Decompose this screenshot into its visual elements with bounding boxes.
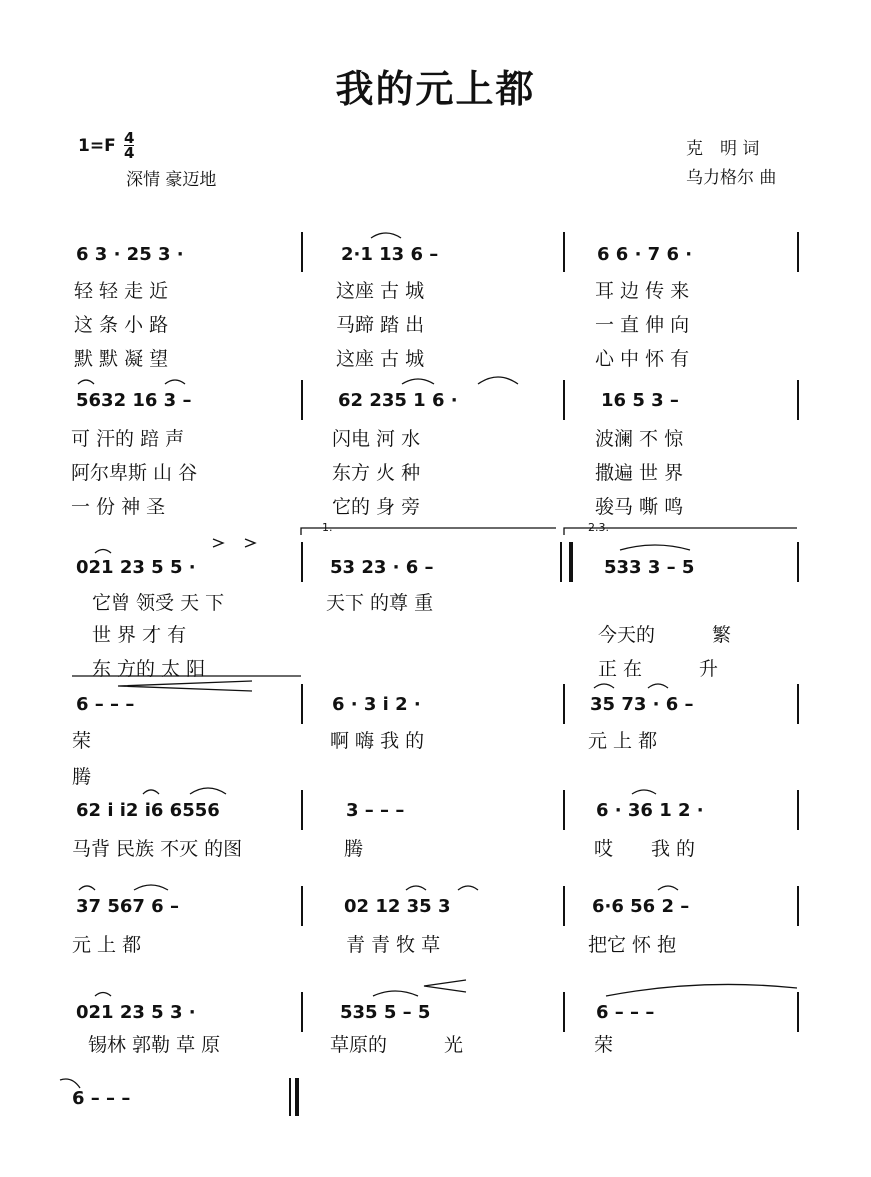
measure-notes: 021 23 5 3 · <box>76 1002 196 1023</box>
measure-notes: 6 · 3 i 2 · <box>332 694 421 715</box>
slur <box>371 233 401 238</box>
measure-notes: 37 567 6 – <box>76 896 179 917</box>
lyric-line: 锡林 郭勒 草 原 <box>88 1034 221 1056</box>
lyric-line: 波澜 不 惊 <box>595 428 684 450</box>
slur <box>478 377 518 384</box>
lyric-line: 默 默 凝 望 <box>74 348 169 370</box>
slur <box>95 993 111 997</box>
slur <box>402 379 434 384</box>
measure-notes: 535 5 – 5 <box>340 1002 431 1023</box>
lyric-line: 马蹄 踏 出 <box>336 314 425 336</box>
slur <box>606 984 797 996</box>
lyric-line: 世 界 才 有 <box>92 624 187 646</box>
lyric-line: 天下 的尊 重 <box>326 592 434 614</box>
tempo-marking: 深情 豪迈地 <box>126 170 217 190</box>
slur <box>79 886 95 890</box>
composer-credit: 乌力格尔 曲 <box>686 168 777 188</box>
lyric-line: 青 青 牧 草 <box>346 934 441 956</box>
slur <box>78 380 94 384</box>
lyric-line: 耳 边 传 来 <box>595 280 690 302</box>
measure-notes: 62 i i2 i6 6556 <box>76 800 220 821</box>
measure-notes: 6·6 56 2 – <box>592 896 690 917</box>
lyric-line: 元 上 都 <box>72 934 142 956</box>
lyric-line: 阿尔卑斯 山 谷 <box>71 462 198 484</box>
slur <box>458 886 478 890</box>
volta-bracket-1 <box>301 528 556 535</box>
lyric-line: 今天的 繁 <box>598 624 732 646</box>
slur <box>95 550 111 554</box>
measure-notes: 021 23 5 5 · <box>76 557 196 578</box>
lyric-line: 心 中 怀 有 <box>595 348 690 370</box>
volta-bracket-2 <box>564 528 797 535</box>
lyric-line: 轻 轻 走 近 <box>74 280 169 302</box>
measure-notes: 02 12 35 3 <box>344 896 451 917</box>
slur <box>60 1079 80 1088</box>
slur <box>373 991 418 996</box>
measure-notes: 3 – – – <box>346 800 405 821</box>
lyric-line: 它曾 领受 天 下 <box>92 592 225 614</box>
measure-notes: 6 · 36 1 2 · <box>596 800 704 821</box>
lyric-line: 闪电 河 水 <box>332 428 421 450</box>
lyric-line: 这 条 小 路 <box>74 314 169 336</box>
lyric-line: 腾 <box>344 838 364 860</box>
slur <box>406 886 426 890</box>
slur <box>190 788 226 794</box>
accent-mark <box>213 539 223 547</box>
lyric-line: 荣 <box>72 730 92 752</box>
slur <box>648 684 668 688</box>
measure-notes: 2·1 13 6 – <box>341 244 439 265</box>
decrescendo-hairpin <box>424 980 466 992</box>
slur <box>658 886 678 890</box>
page-title: 我的元上都 <box>335 66 536 111</box>
slur <box>594 684 614 688</box>
slur <box>632 790 656 794</box>
time-signature-top: 4 <box>124 129 135 147</box>
measure-notes: 6 – – – <box>72 1088 131 1109</box>
lyric-line: 一 份 神 圣 <box>71 496 166 518</box>
slur <box>620 545 690 550</box>
lyric-line: 这座 古 城 <box>336 280 425 302</box>
lyric-line: 把它 怀 抱 <box>588 934 677 956</box>
lyric-line: 草原的 光 <box>330 1034 464 1056</box>
measure-notes: 16 5 3 – <box>601 390 679 411</box>
slur <box>165 380 185 384</box>
lyric-line: 这座 古 城 <box>336 348 425 370</box>
lyric-line: 可 汗的 踣 声 <box>71 428 185 450</box>
measure-notes: 533 3 – 5 <box>604 557 695 578</box>
lyric-line: 东方 火 种 <box>332 462 421 484</box>
measure-notes: 6 3 · 25 3 · <box>76 244 184 265</box>
lyric-line: 它的 身 旁 <box>332 496 421 518</box>
slur <box>134 885 168 890</box>
accent-mark <box>245 539 255 547</box>
key-signature: 1=F <box>78 136 116 156</box>
measure-notes: 6 – – – <box>76 694 135 715</box>
lyric-line: 马背 民族 不灭 的图 <box>72 838 243 860</box>
lyric-line: 东 方的 太 阳 <box>92 658 206 680</box>
lyricist-credit: 克 明 词 <box>686 139 760 159</box>
lyric-line: 一 直 伸 向 <box>595 314 690 336</box>
lyric-line: 荣 <box>594 1034 614 1056</box>
decrescendo-hairpin <box>118 681 252 691</box>
measure-notes: 53 23 · 6 – <box>330 557 434 578</box>
measure-notes: 5632 16 3 – <box>76 390 192 411</box>
measure-notes: 6 – – – <box>596 1002 655 1023</box>
lyric-line: 啊 嗨 我 的 <box>330 730 425 752</box>
lyric-line: 撒遍 世 界 <box>595 462 684 484</box>
volta-label-1: 1. <box>322 521 333 534</box>
time-signature-bottom: 4 <box>124 144 135 162</box>
lyric-line: 腾 <box>72 766 92 788</box>
volta-label-2: 2.3. <box>588 521 609 534</box>
measure-notes: 62 235 1 6 · <box>338 390 458 411</box>
slur <box>143 790 159 794</box>
lyric-line: 正 在 升 <box>598 658 719 680</box>
measure-notes: 35 73 · 6 – <box>590 694 694 715</box>
lyric-line: 哎 我 的 <box>594 838 696 860</box>
lyric-line: 元 上 都 <box>588 730 658 752</box>
lyric-line: 骏马 嘶 鸣 <box>595 496 684 518</box>
measure-notes: 6 6 · 7 6 · <box>597 244 693 265</box>
